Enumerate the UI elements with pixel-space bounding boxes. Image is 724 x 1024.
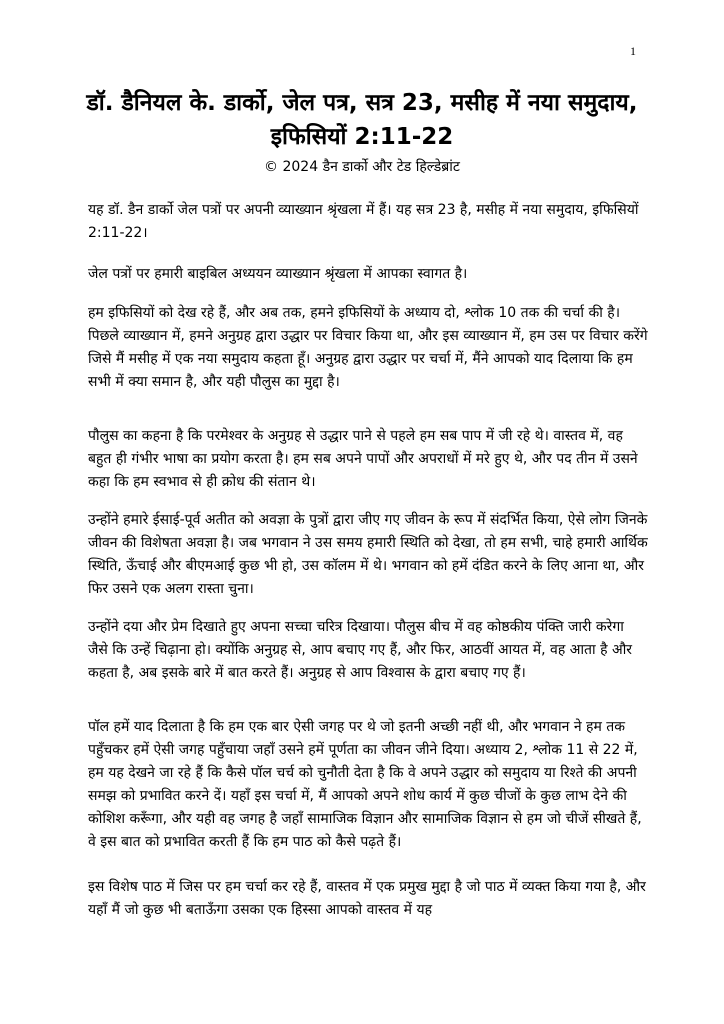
page-title: डॉ. डैनियल के. डार्को, जेल पत्र, सत्र 23, मसीह में नया समुदाय, इफिसियों 2:11-22 [86, 90, 638, 150]
paragraph-disobedience: उन्होंने हमारे ईसाई-पूर्व अतीत को अवज्ञा के पुत्रों द्वारा जीए गए जीवन के रूप में संदर्भित किया, ऐसे लोग जिनके जीवन की विशेषता अवज्ञा है। जब भगवान ने उस समय हमारी स्थिति को देखा, तो हम सभी, चाहे हमारी आर्थिक स्थिति, ऊँचाई और बीएमआई कुछ भी हो, उस कॉलम में थे। भगवान को हमें दंडित करने के लिए आना था, और फिर उसने एक अलग रास्ता चुना। [88, 512, 648, 597]
copyright-notice: © 2024 डैन डार्को और टेड हिल्डेब्रांट [264, 159, 460, 175]
paragraph-community: पॉल हमें याद दिलाता है कि हम एक बार ऐसी जगह पर थे जो इतनी अच्छी नहीं थी, और भगवान ने हम तक पहुँचकर हमें ऐसी जगह पहुँचाया जहाँ उसने हमें पूर्णता का जीवन जीने दिया। अध्याय 2, श्लोक 11 से 22 में, हम यह देखने जा रहे हैं कि कैसे पॉल चर्च को चुनौती देता है कि वे अपने उद्धार को समुदाय या रिश्ते की अपनी समझ को प्रभावित करने दें। यहाँ इस चर्चा में, मैं आपको अपने शोध कार्य में कुछ चीजों के कुछ लाभ देने की कोशिश करूँगा, और यही वह जगह है जहाँ सामाजिक विज्ञान और सामाजिक विज्ञान से हम जो चीजें सीखते हैं, वे इस बात को प्रभावित करती हैं कि हम पाठ को कैसे पढ़ते हैं। [88, 719, 642, 850]
paragraph-intro: यह डॉ. डैन डार्को जेल पत्रों पर अपनी व्याख्यान श्रृंखला में हैं। यह सत्र 23 है, मसीह में नया समुदाय, इफिसियों 2:11-22। [88, 202, 639, 241]
paragraph-ephesians-overview: हम इफिसियों को देख रहे हैं, और अब तक, हमने इफिसियों के अध्याय दो, श्लोक 10 तक की चर्चा की है। पिछले व्याख्यान में, हमने अनुग्रह द्वारा उद्धार पर विचार किया था, और इस व्याख्यान में, हम उस पर विचार करेंगे जिसे मैं मसीह में एक नया समुदाय कहता हूँ। अनुग्रह द्वारा उद्धार पर चर्चा में, मैंने आपको याद दिलाया कि हम सभी में क्या समान है, और यही पौलुस का मुद्दा है। [88, 305, 648, 390]
paragraph-paul-sin: पौलुस का कहना है कि परमेश्वर के अनुग्रह से उद्धार पाने से पहले हम सब पाप में जी रहे थे। वास्तव में, वह बहुत ही गंभीर भाषा का प्रयोग करता है। हम सब अपने पापों और अपराधों में मरे हुए थे, और पद तीन में उसने कहा कि हम स्वभाव से ही क्रोध की संतान थे। [88, 428, 638, 490]
page-number: 1 [630, 44, 636, 58]
paragraph-key-issue: इस विशेष पाठ में जिस पर हम चर्चा कर रहे हैं, वास्तव में एक प्रमुख मुद्दा है जो पाठ में व्यक्त किया गया है, और यहाँ मैं जो कुछ भी बताऊँगा उसका एक हिस्सा आपको वास्तव में यह [88, 879, 646, 918]
paragraph-mercy: उन्होंने दया और प्रेम दिखाते हुए अपना सच्चा चरित्र दिखाया। पौलुस बीच में वह कोष्ठकीय पंक्ति जारी करेगा जैसे कि उन्हें चिढ़ाना हो। क्योंकि अनुग्रह से, आप बचाए गए हैं, और फिर, आठवीं आयत में, वह आता है और कहता है, अब इसके बारे में बात करते हैं। अनुग्रह से आप विश्वास के द्वारा बचाए गए हैं। [88, 619, 632, 681]
paragraph-welcome: जेल पत्रों पर हमारी बाइबिल अध्ययन व्याख्यान श्रृंखला में आपका स्वागत है। [88, 266, 468, 282]
